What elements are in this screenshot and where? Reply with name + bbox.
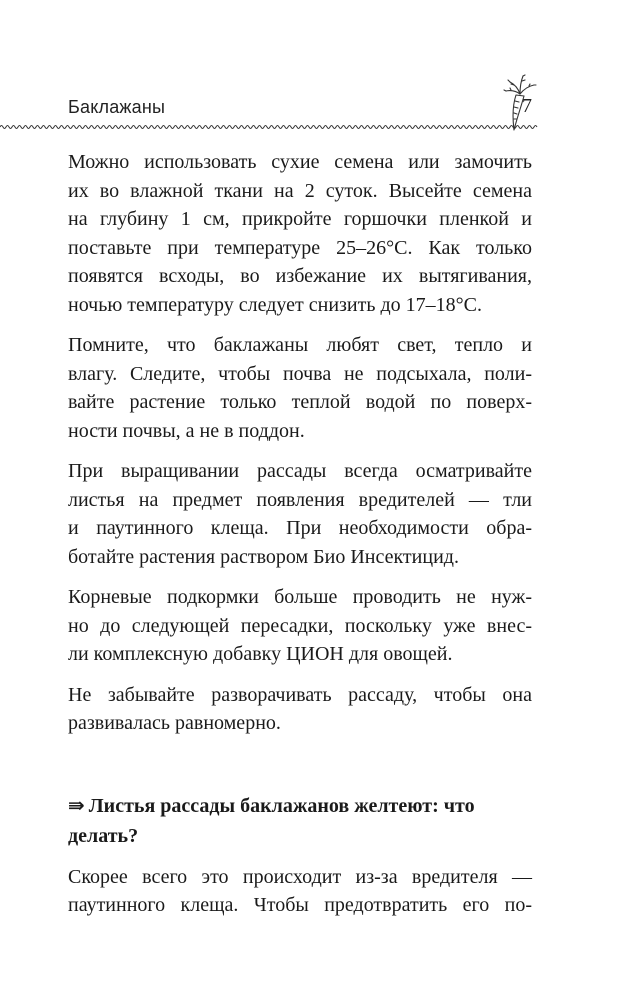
paragraph-rotation: [68, 681, 532, 738]
text-line: листья на предмет появления вредителей — тли: [68, 488, 532, 511]
text-line: но до следующей пересадки, поскольку уже внес-: [68, 614, 532, 637]
text-line: вайте растение только теплой водой по поверх-: [68, 391, 532, 413]
text-line: При выращивании рассады всегда осматривайте: [68, 460, 532, 482]
text-line: ли комплексную добавку ЦИОН для овощей.: [68, 643, 453, 665]
page-number: 7: [522, 95, 532, 117]
text-line: Помните, что баклажаны любят свет, тепло и: [68, 334, 532, 356]
text-line: развивалась равномерно.: [68, 712, 281, 734]
paragraph-care: [68, 331, 532, 445]
text-line: влагу. Следите, чтобы почва не подсыхала, поли-: [68, 362, 532, 385]
paragraph-spider-mite: [68, 863, 532, 920]
text-line: Можно использовать сухие семена или замочить: [68, 151, 532, 173]
paragraph-feeding: [68, 583, 532, 669]
text-line: их во влажной ткани на 2 суток. Высейте семена: [68, 179, 532, 202]
running-title: Баклажаны: [68, 97, 166, 117]
text-line: паутинного клеща. Чтобы предотвратить его по-: [68, 894, 532, 916]
text-line: ности почвы, а не в поддон.: [68, 419, 305, 442]
arrow-right-icon: ⇛: [68, 792, 85, 817]
paragraph-pests: [68, 457, 532, 571]
text-line: ботайте растения раствором Био Инсектицид.: [68, 545, 459, 568]
section-heading: [68, 790, 532, 851]
paragraph-sowing: [68, 148, 532, 319]
text-line: на глубину 1 см, прикройте горшочки пленкой и: [68, 208, 532, 230]
heading-line: делать?: [68, 824, 139, 847]
text-line: Не забывайте разворачивать рассаду, чтобы она: [68, 683, 532, 706]
text-line: и паутинного клеща. При необходимости обра-: [68, 517, 532, 539]
text-line: поставьте при температуре 25–26°С. Как только: [68, 236, 532, 259]
text-line: ночью температуру следует снизить до 17–18°С.: [68, 293, 482, 316]
text-line: Корневые подкормки больше проводить не нуж-: [68, 586, 532, 608]
heading-line: Листья рассады баклажанов желтеют: что: [88, 794, 475, 817]
page-body: [68, 148, 532, 932]
text-line: появятся всходы, во избежание их вытягивания,: [68, 265, 532, 287]
running-head: [68, 88, 532, 118]
text-line: Скорее всего это происходит из-за вредителя —: [68, 865, 532, 888]
header-rule: [0, 123, 538, 131]
